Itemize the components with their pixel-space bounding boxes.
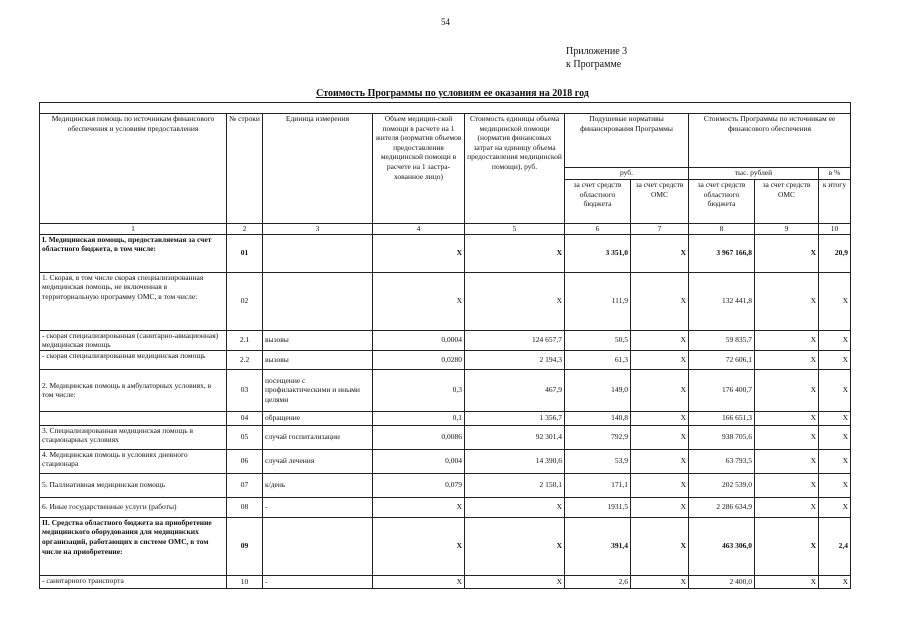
cell-name: II. Средства областного бюджета на приобретение медицинского оборудования для медицинских организаций, работающих в системе ОМС, в том числе на приобретение: [40, 517, 227, 575]
cell-reg: 50,5 [565, 330, 631, 350]
cell-toms: X [755, 449, 819, 473]
cell-line: 03 [227, 369, 263, 411]
cell-pct: 2,4 [819, 517, 851, 575]
cell-vol: 0,0004 [373, 330, 465, 350]
table-row [40, 517, 851, 575]
header-rub: руб. [565, 168, 689, 180]
cell-pct: X [819, 473, 851, 497]
cell-oms: X [631, 449, 689, 473]
cell-name: 3. Специализированная медицинская помощь в стационарных условиях [40, 425, 227, 449]
cell-cost: 14 390,6 [465, 449, 565, 473]
cell-name: - скорая специализированная (санитарно-авиационная) медицинская помощь [40, 330, 227, 350]
cell-vol: X [373, 234, 465, 272]
cell-treg: 2 286 634,9 [689, 497, 755, 517]
col-number: 1 [40, 224, 227, 235]
cell-name [40, 411, 227, 425]
cell-cost: X [465, 575, 565, 588]
table-row [40, 497, 851, 517]
cell-unit [263, 272, 373, 330]
table-row [40, 411, 851, 425]
cell-name: - санитарного транспорта [40, 575, 227, 588]
cell-treg: 59 835,7 [689, 330, 755, 350]
cell-oms: X [631, 473, 689, 497]
header-regional-2: за счет средств областного бюджета [689, 180, 755, 224]
cell-line: 2.2 [227, 350, 263, 369]
cell-line: 2.1 [227, 330, 263, 350]
cell-reg: 792,9 [565, 425, 631, 449]
cell-pct: X [819, 575, 851, 588]
document-title: Стоимость Программы по условиям ее оказания на 2018 год [316, 88, 589, 99]
cell-cost: 467,9 [465, 369, 565, 411]
cell-unit: вызовы [263, 330, 373, 350]
cell-toms: X [755, 272, 819, 330]
cell-reg: 111,9 [565, 272, 631, 330]
cell-vol: 0,004 [373, 449, 465, 473]
col-number: 5 [465, 224, 565, 235]
cell-cost: 2 194,3 [465, 350, 565, 369]
cell-name: - скорая специализированная медицинская помощь [40, 350, 227, 369]
cell-line: 06 [227, 449, 263, 473]
col-number: 3 [263, 224, 373, 235]
cell-treg: 72 606,1 [689, 350, 755, 369]
cell-cost: 2 150,1 [465, 473, 565, 497]
cell-vol: 0,3 [373, 369, 465, 411]
cell-vol: 0,079 [373, 473, 465, 497]
table-top-strip [40, 103, 851, 114]
cell-unit: - [263, 575, 373, 588]
column-number-row [40, 224, 851, 235]
col-number: 9 [755, 224, 819, 235]
cell-toms: X [755, 330, 819, 350]
cell-name: 5. Паллиативная медицинская помощь [40, 473, 227, 497]
cell-treg: 166 651,3 [689, 411, 755, 425]
table-row [40, 449, 851, 473]
cell-cost: 92 301,4 [465, 425, 565, 449]
cell-line: 01 [227, 234, 263, 272]
header-care-type: Медицинская помощь по источникам финансового обеспечения и условиям предоставления [40, 114, 227, 224]
col-number: 2 [227, 224, 263, 235]
cell-vol: X [373, 272, 465, 330]
cell-toms: X [755, 234, 819, 272]
table-row [40, 350, 851, 369]
annex-line-2: к Программе [566, 59, 622, 70]
cell-toms: X [755, 350, 819, 369]
cell-treg: 938 705,6 [689, 425, 755, 449]
cell-treg: 63 793,5 [689, 449, 755, 473]
cell-reg: 53,9 [565, 449, 631, 473]
cell-unit: случай госпитализации [263, 425, 373, 449]
cell-line: 04 [227, 411, 263, 425]
col-number: 7 [631, 224, 689, 235]
cell-pct: 20,9 [819, 234, 851, 272]
cell-toms: X [755, 473, 819, 497]
cell-treg: 2 400,0 [689, 575, 755, 588]
cell-vol: X [373, 497, 465, 517]
cell-oms: X [631, 517, 689, 575]
cell-oms: X [631, 330, 689, 350]
col-number: 6 [565, 224, 631, 235]
cell-pct: X [819, 449, 851, 473]
cell-reg: 171,1 [565, 473, 631, 497]
header-unit-cost: Стоимость единицы объема медицинской помощи (норматив финансовых затрат на единицу объема предоставления медицинской помощи), руб. [465, 114, 565, 224]
cell-reg: 1931,5 [565, 497, 631, 517]
cell-cost: X [465, 272, 565, 330]
cell-cost: 1 356,7 [465, 411, 565, 425]
cell-unit [263, 234, 373, 272]
table-row [40, 473, 851, 497]
table-row [40, 369, 851, 411]
cell-oms: X [631, 369, 689, 411]
cell-oms: X [631, 575, 689, 588]
cell-toms: X [755, 575, 819, 588]
cell-cost: X [465, 497, 565, 517]
cell-vol: X [373, 517, 465, 575]
header-oms-2: за счет средств ОМС [755, 180, 819, 224]
cell-treg: 176 400,7 [689, 369, 755, 411]
header-line-no: № строки [227, 114, 263, 224]
cell-pct: X [819, 272, 851, 330]
table-row [40, 272, 851, 330]
annex-label [566, 45, 627, 71]
col-number: 10 [819, 224, 851, 235]
cell-reg: 2,6 [565, 575, 631, 588]
cell-oms: X [631, 411, 689, 425]
cell-treg: 463 306,0 [689, 517, 755, 575]
cell-line: 08 [227, 497, 263, 517]
cell-pct: X [819, 425, 851, 449]
table-row [40, 234, 851, 272]
page-number: 54 [441, 17, 450, 27]
cell-name: 1. Скорая, в том числе скорая специализированная медицинская помощь, не включенная в территориальную программу ОМС, в том числе: [40, 272, 227, 330]
header-row-1 [40, 114, 851, 168]
cell-reg: 391,4 [565, 517, 631, 575]
header-oms: за счет средств ОМС [631, 180, 689, 224]
cell-reg: 140,8 [565, 411, 631, 425]
cell-vol: 0,1 [373, 411, 465, 425]
cell-toms: X [755, 517, 819, 575]
header-percent: в % [819, 168, 851, 180]
header-total: к итогу [819, 180, 851, 224]
header-per-capita: Подушевые нормативы финансирования Программы [565, 114, 689, 168]
col-number: 8 [689, 224, 755, 235]
cell-cost: X [465, 517, 565, 575]
cell-cost: X [465, 234, 565, 272]
cell-unit [263, 517, 373, 575]
cell-toms: X [755, 411, 819, 425]
cell-vol: X [373, 575, 465, 588]
cell-oms: X [631, 234, 689, 272]
cell-pct: X [819, 369, 851, 411]
cell-toms: X [755, 497, 819, 517]
cell-pct: X [819, 411, 851, 425]
cell-vol: 0,0280 [373, 350, 465, 369]
header-thousand-rub: тыс. рублей [689, 168, 819, 180]
header-unit: Единица измерения [263, 114, 373, 224]
table-row [40, 425, 851, 449]
cell-line: 10 [227, 575, 263, 588]
cell-unit: вызовы [263, 350, 373, 369]
cell-pct: X [819, 350, 851, 369]
cell-treg: 132 441,8 [689, 272, 755, 330]
cell-line: 09 [227, 517, 263, 575]
cell-line: 07 [227, 473, 263, 497]
col-number: 4 [373, 224, 465, 235]
cell-unit: к/день [263, 473, 373, 497]
cell-oms: X [631, 497, 689, 517]
cell-reg: 61,3 [565, 350, 631, 369]
cell-unit: посещение с профилактическими и иными целями [263, 369, 373, 411]
cell-name: 2. Медицинская помощь в амбулаторных условиях, в том числе: [40, 369, 227, 411]
cell-name: 6. Иные государственные услуги (работы) [40, 497, 227, 517]
cell-name: I. Медицинская помощь, предоставляемая за счет областного бюджета, в том числе: [40, 234, 227, 272]
cell-treg: 202 539,0 [689, 473, 755, 497]
cell-toms: X [755, 425, 819, 449]
cell-unit: - [263, 497, 373, 517]
header-regional: за счет средств областного бюджета [565, 180, 631, 224]
table-row [40, 330, 851, 350]
cell-reg: 3 351,0 [565, 234, 631, 272]
cost-table [39, 102, 851, 589]
cell-unit: обращение [263, 411, 373, 425]
cell-line: 05 [227, 425, 263, 449]
cell-vol: 0,0086 [373, 425, 465, 449]
cell-reg: 149,0 [565, 369, 631, 411]
table-row [40, 575, 851, 588]
cell-oms: X [631, 350, 689, 369]
cell-name: 4. Медицинская помощь в условиях дневного стационара [40, 449, 227, 473]
header-program-cost: Стоимость Программы по источникам ее финансового обеспечения [689, 114, 851, 168]
cell-treg: 3 967 166,8 [689, 234, 755, 272]
cell-unit: случай лечения [263, 449, 373, 473]
cell-pct: X [819, 497, 851, 517]
cell-line: 02 [227, 272, 263, 330]
cell-pct: X [819, 330, 851, 350]
cell-cost: 124 657,7 [465, 330, 565, 350]
cell-toms: X [755, 369, 819, 411]
cell-oms: X [631, 272, 689, 330]
cell-oms: X [631, 425, 689, 449]
header-volume: Объем медицин-ской помощи в расчете на 1 жителя (норматив объемов предоставления медицинской помощи в расчете на 1 застра-хованное лицо) [373, 114, 465, 224]
annex-line-1: Приложение 3 [566, 46, 628, 57]
